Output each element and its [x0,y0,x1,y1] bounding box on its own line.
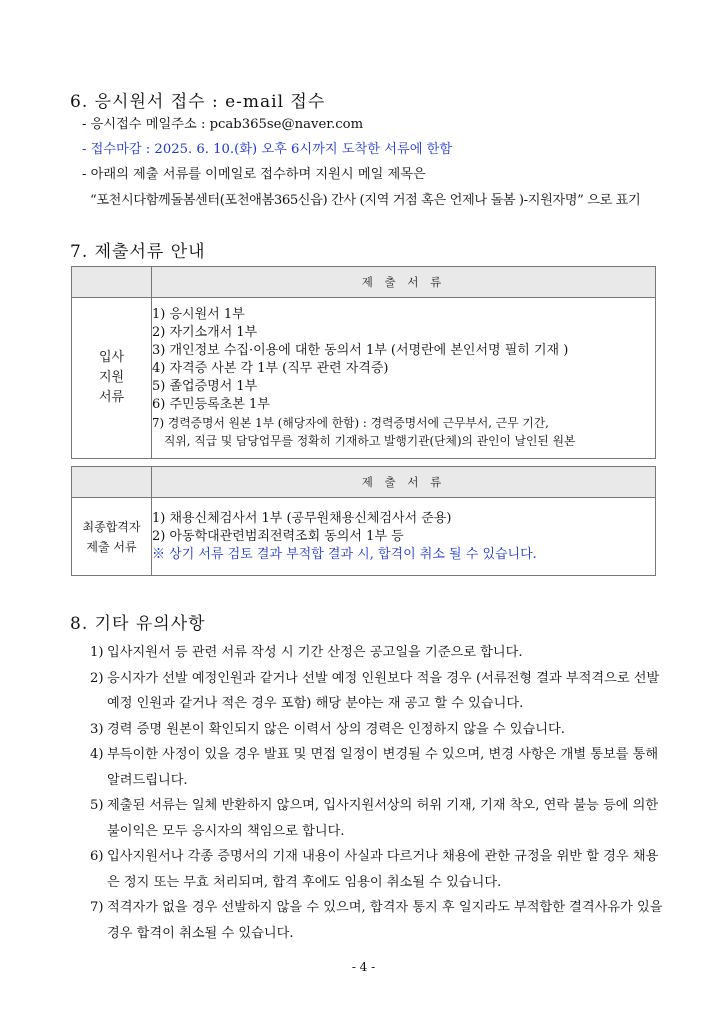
list-item: 7) 경력증명서 원본 1부 (해당자에 한함) : 경력증명서에 근무부서, 근무 기간, [152,416,549,430]
page-number: - 4 - [351,960,376,974]
list-item: 2) 아동학대관련범죄전력조회 동의서 1부 등 [152,528,404,544]
final-documents-table [71,466,656,576]
application-email-line: - 응시접수 메일주소 : pcab365se@naver.com [82,117,364,132]
list-item: 3) 경력 증명 원본이 확인되지 않은 이력서 상의 경력은 인정하지 않을 수 있습니다. [90,721,565,737]
table2-row-label: 최종합격자 제출 서류 [72,498,152,576]
list-item: 1) 채용신체검사서 1부 (공무원채용신체검사서 준용) [152,510,452,526]
list-item: 5) 졸업증명서 1부 [152,379,258,394]
list-item: 5) 제출된 서류는 일체 반환하지 않으며, 입사지원서상의 허위 기재, 기재 착오, 연락 불능 등에 의한 불이익은 모두 응시자의 책임으로 합니다. [90,798,659,839]
table2-header: 제 출 서 류 [152,467,656,498]
submission-method-line: - 아래의 제출 서류를 이메일로 접수하며 지원시 메일 제목은 [82,167,426,182]
list-item: 4) 자격증 사본 각 1부 (직무 관련 자격증) [152,361,389,376]
section7-title: 7. 제출서류 안내 [70,242,206,262]
table1-header: 제 출 서 류 [152,267,656,298]
list-item: 6) 입사지원서나 각종 증명서의 기재 내용이 사실과 다르거나 채용에 관한 규정을 위반 할 경우 채용은 정지 또는 무효 처리되며, 합격 후에도 임용이 취소될 수 있습니다. [90,849,659,890]
deadline-line: - 접수마감 : 2025. 6. 10.(화) 오후 6시까지 도착한 서류에 한함 [82,142,453,157]
section8-title: 8. 기타 유의사항 [70,614,206,634]
list-item: 2) 자기소개서 1부 [152,325,258,340]
list-item: 1) 응시원서 1부 [152,307,245,322]
table2-items [152,498,656,576]
table1-items [152,298,656,459]
list-item-continued: 직위, 직급 및 담당업무를 정확히 기재하고 발행기관(단체)의 관인이 날인된 원본 [164,434,576,448]
table1-row-label: 입사 지원 서류 [72,298,152,459]
mail-subject-format-line: “포천시다함께돌봄센터(포천애봄365신읍) 간사 (지역 거점 혹은 언제나 돌봄 )-지원자명” 으로 표기 [90,193,641,208]
list-item: 3) 개인정보 수집·이용에 대한 동의서 1부 (서명란에 본인서명 필히 기재 ) [152,343,569,358]
section6-title: 6. 응시원서 접수 : e-mail 접수 [70,92,326,112]
disqualification-note: ※ 상기 서류 검토 결과 부적합 결과 시, 합격이 취소 될 수 있습니다. [152,546,537,562]
application-documents-table [71,266,656,459]
table1-header-blank [72,267,152,298]
list-item: 1) 입사지원서 등 관련 서류 작성 시 기간 산정은 공고일을 기준으로 합니다. [90,645,523,660]
notes-list [90,640,668,946]
list-item: 4) 부득이한 사정이 있을 경우 발표 및 면접 일정이 변경될 수 있으며, 변경 사항은 개별 통보를 통해 알려드립니다. [90,747,659,788]
list-item: 6) 주민등록초본 1부 [152,397,270,412]
list-item: 2) 응시자가 선발 예정인원과 같거나 선발 예정 인원보다 적을 경우 (서류전형 결과 부적격으로 선발예정 인원과 같거나 적은 경우 포함) 해당 분야는 재 공고 할 수 있습니다. [90,670,660,711]
list-item: 7) 적격자가 없을 경우 선발하지 않을 수 있으며, 합격자 통지 후 일지라도 부적합한 결격사유가 있을 경우 합격이 취소될 수 있습니다. [90,900,663,941]
table2-header-blank [72,467,152,498]
